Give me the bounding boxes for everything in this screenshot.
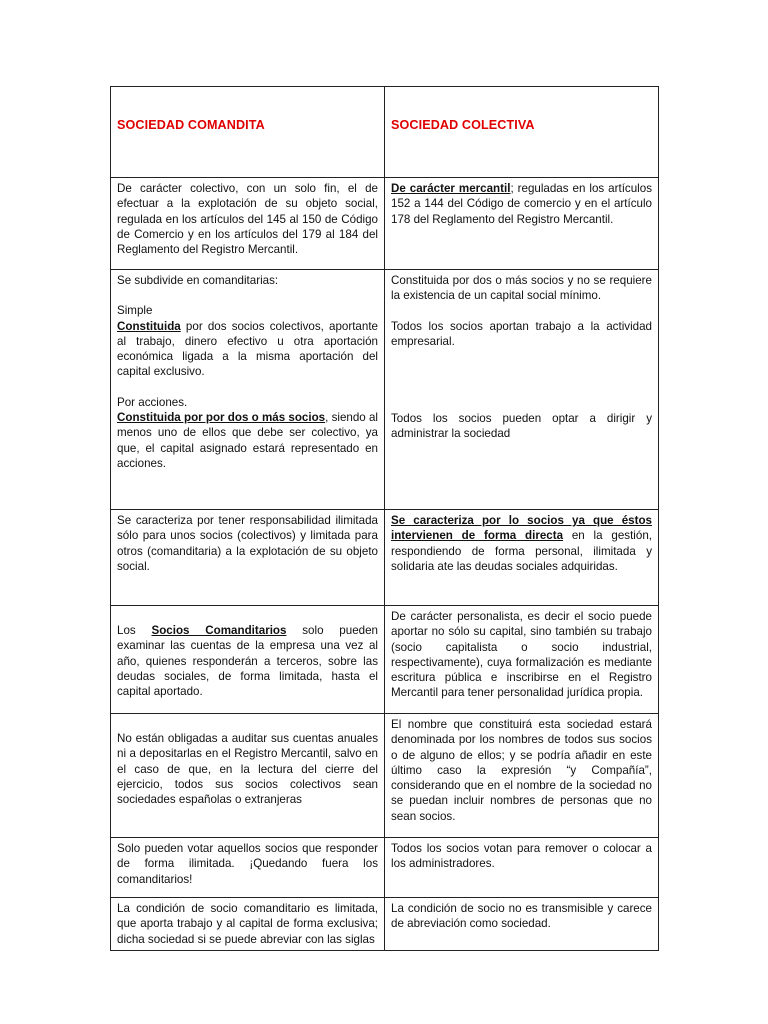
cell-colectiva-name	[385, 714, 659, 838]
header-comandita: SOCIEDAD COMANDITA	[117, 118, 265, 132]
cell-colectiva-condition	[385, 898, 659, 951]
text-bold-underlined: Constituida por por dos o más socios	[117, 411, 326, 425]
table-row	[111, 714, 659, 838]
cell-comandita-condition	[111, 898, 385, 951]
text: Se caracteriza por tener responsabilidad ilimitada sólo para unos socios (colectivos) y limitada para otros (comanditaria) a la explotación de su objeto social.	[117, 514, 378, 573]
cell-colectiva-definition	[385, 178, 659, 270]
subheading-acciones: Por acciones.	[117, 395, 188, 409]
header-cell-colectiva	[385, 87, 659, 178]
text: La condición de socio comanditario es limitada, que aporta trabajo y al capital de forma exclusiva; dicha sociedad si se puede abreviar con las siglas	[117, 902, 378, 946]
table-row	[111, 270, 659, 510]
comparison-document	[110, 86, 658, 951]
cell-comandita-voting	[111, 838, 385, 898]
cell-colectiva-personalist	[385, 606, 659, 714]
text: No están obligadas a auditar sus cuentas anuales ni a depositarlas en el Registro Mercantil, salvo en el caso de que, en la lectura del cierre del ejercicio, todos sus socios colectivos sean sociedades españolas o extranjeras	[117, 732, 378, 807]
text: Todos los socios aportan trabajo a la actividad empresarial.	[391, 319, 652, 348]
cell-colectiva-responsibility	[385, 510, 659, 606]
text-bold-underlined: Se caracteriza por lo socios ya que éstos intervienen de forma directa	[391, 514, 652, 543]
table-row	[111, 510, 659, 606]
text: Todos los socios pueden optar a dirigir y administrar la sociedad	[391, 412, 652, 441]
cell-comandita-types	[111, 270, 385, 510]
table-header-row	[111, 87, 659, 178]
header-cell-comandita	[111, 87, 385, 178]
text: Todos los socios votan para remover o colocar a los administradores.	[391, 842, 652, 871]
cell-comandita-definition	[111, 178, 385, 270]
text-bold-underlined: Socios Comanditarios	[151, 624, 287, 637]
cell-comandita-responsibility	[111, 510, 385, 606]
comparison-table	[110, 86, 659, 951]
text: por dos socios colectivos, aportante al trabajo, dinero efectivo u otra aportación económica ligada a la misma aportación del capital exclusivo.	[117, 319, 378, 379]
text-bold-underlined: De carácter mercantil	[391, 182, 511, 195]
text: De carácter personalista, es decir el socio puede aportar no sólo su capital, sino también su trabajo (socio capitalista o socio industrial, respectivamente), cuya formalización es mediante escritura pública e inscribirse en el Registro Mercantil para tener personalidad jurídica propia.	[391, 610, 652, 700]
text: El nombre que constituirá esta sociedad estará denominada por los nombres de todos sus socios o de alguno de ellos; y se podría añadir en este último caso la expresión “y Compañía”, considerando que en el nombre de la sociedad no se puedan incluir nombres de personas que no sean socios.	[391, 718, 652, 823]
text: De carácter colectivo, con un solo fin, el de efectuar a la explotación de su objeto social, regulada en los artículos del 145 al 150 de Código de Comercio y en los artículos del 179 al 184 del Reglamento del Registro Mercantil.	[117, 182, 378, 257]
header-colectiva: SOCIEDAD COLECTIVA	[391, 118, 535, 132]
text: en la gestión, respondiendo de forma personal, ilimitada y solidaria ate las deudas sociales adquiridas.	[391, 529, 652, 573]
table-row	[111, 178, 659, 270]
cell-colectiva-constitution	[385, 270, 659, 510]
text-bold-underlined: Constituida	[117, 319, 181, 333]
text: La condición de socio no es transmisible y carece de abreviación como sociedad.	[391, 902, 652, 931]
text: Solo pueden votar aquellos socios que responder de forma ilimitada. ¡Quedando fuera los comanditarios!	[117, 842, 378, 886]
text: solo pueden examinar las cuentas de la empresa una vez al año, quienes responderán a terceros, sobre las deudas sociales, de forma limitada, hasta el capital aportado.	[117, 624, 378, 699]
cell-colectiva-voting	[385, 838, 659, 898]
table-row	[111, 898, 659, 951]
text: Se subdivide en comanditarias:	[117, 274, 279, 287]
text: ; reguladas en los artículos 152 a 144 del Código de comercio y en el artículo 178 del Reglamento del Registro Mercantil.	[391, 182, 652, 226]
text: Los	[117, 624, 152, 637]
text: Constituida por dos o más socios y no se requiere la existencia de un capital social mínimo.	[391, 274, 652, 303]
cell-comandita-audit	[111, 714, 385, 838]
table-row	[111, 606, 659, 714]
subheading-simple: Simple	[117, 304, 153, 318]
cell-comandita-partners	[111, 606, 385, 714]
text: , siendo al menos uno de ellos que debe ser colectivo, ya que, el capital asignado estará representado en acciones.	[117, 411, 378, 470]
table-row	[111, 838, 659, 898]
